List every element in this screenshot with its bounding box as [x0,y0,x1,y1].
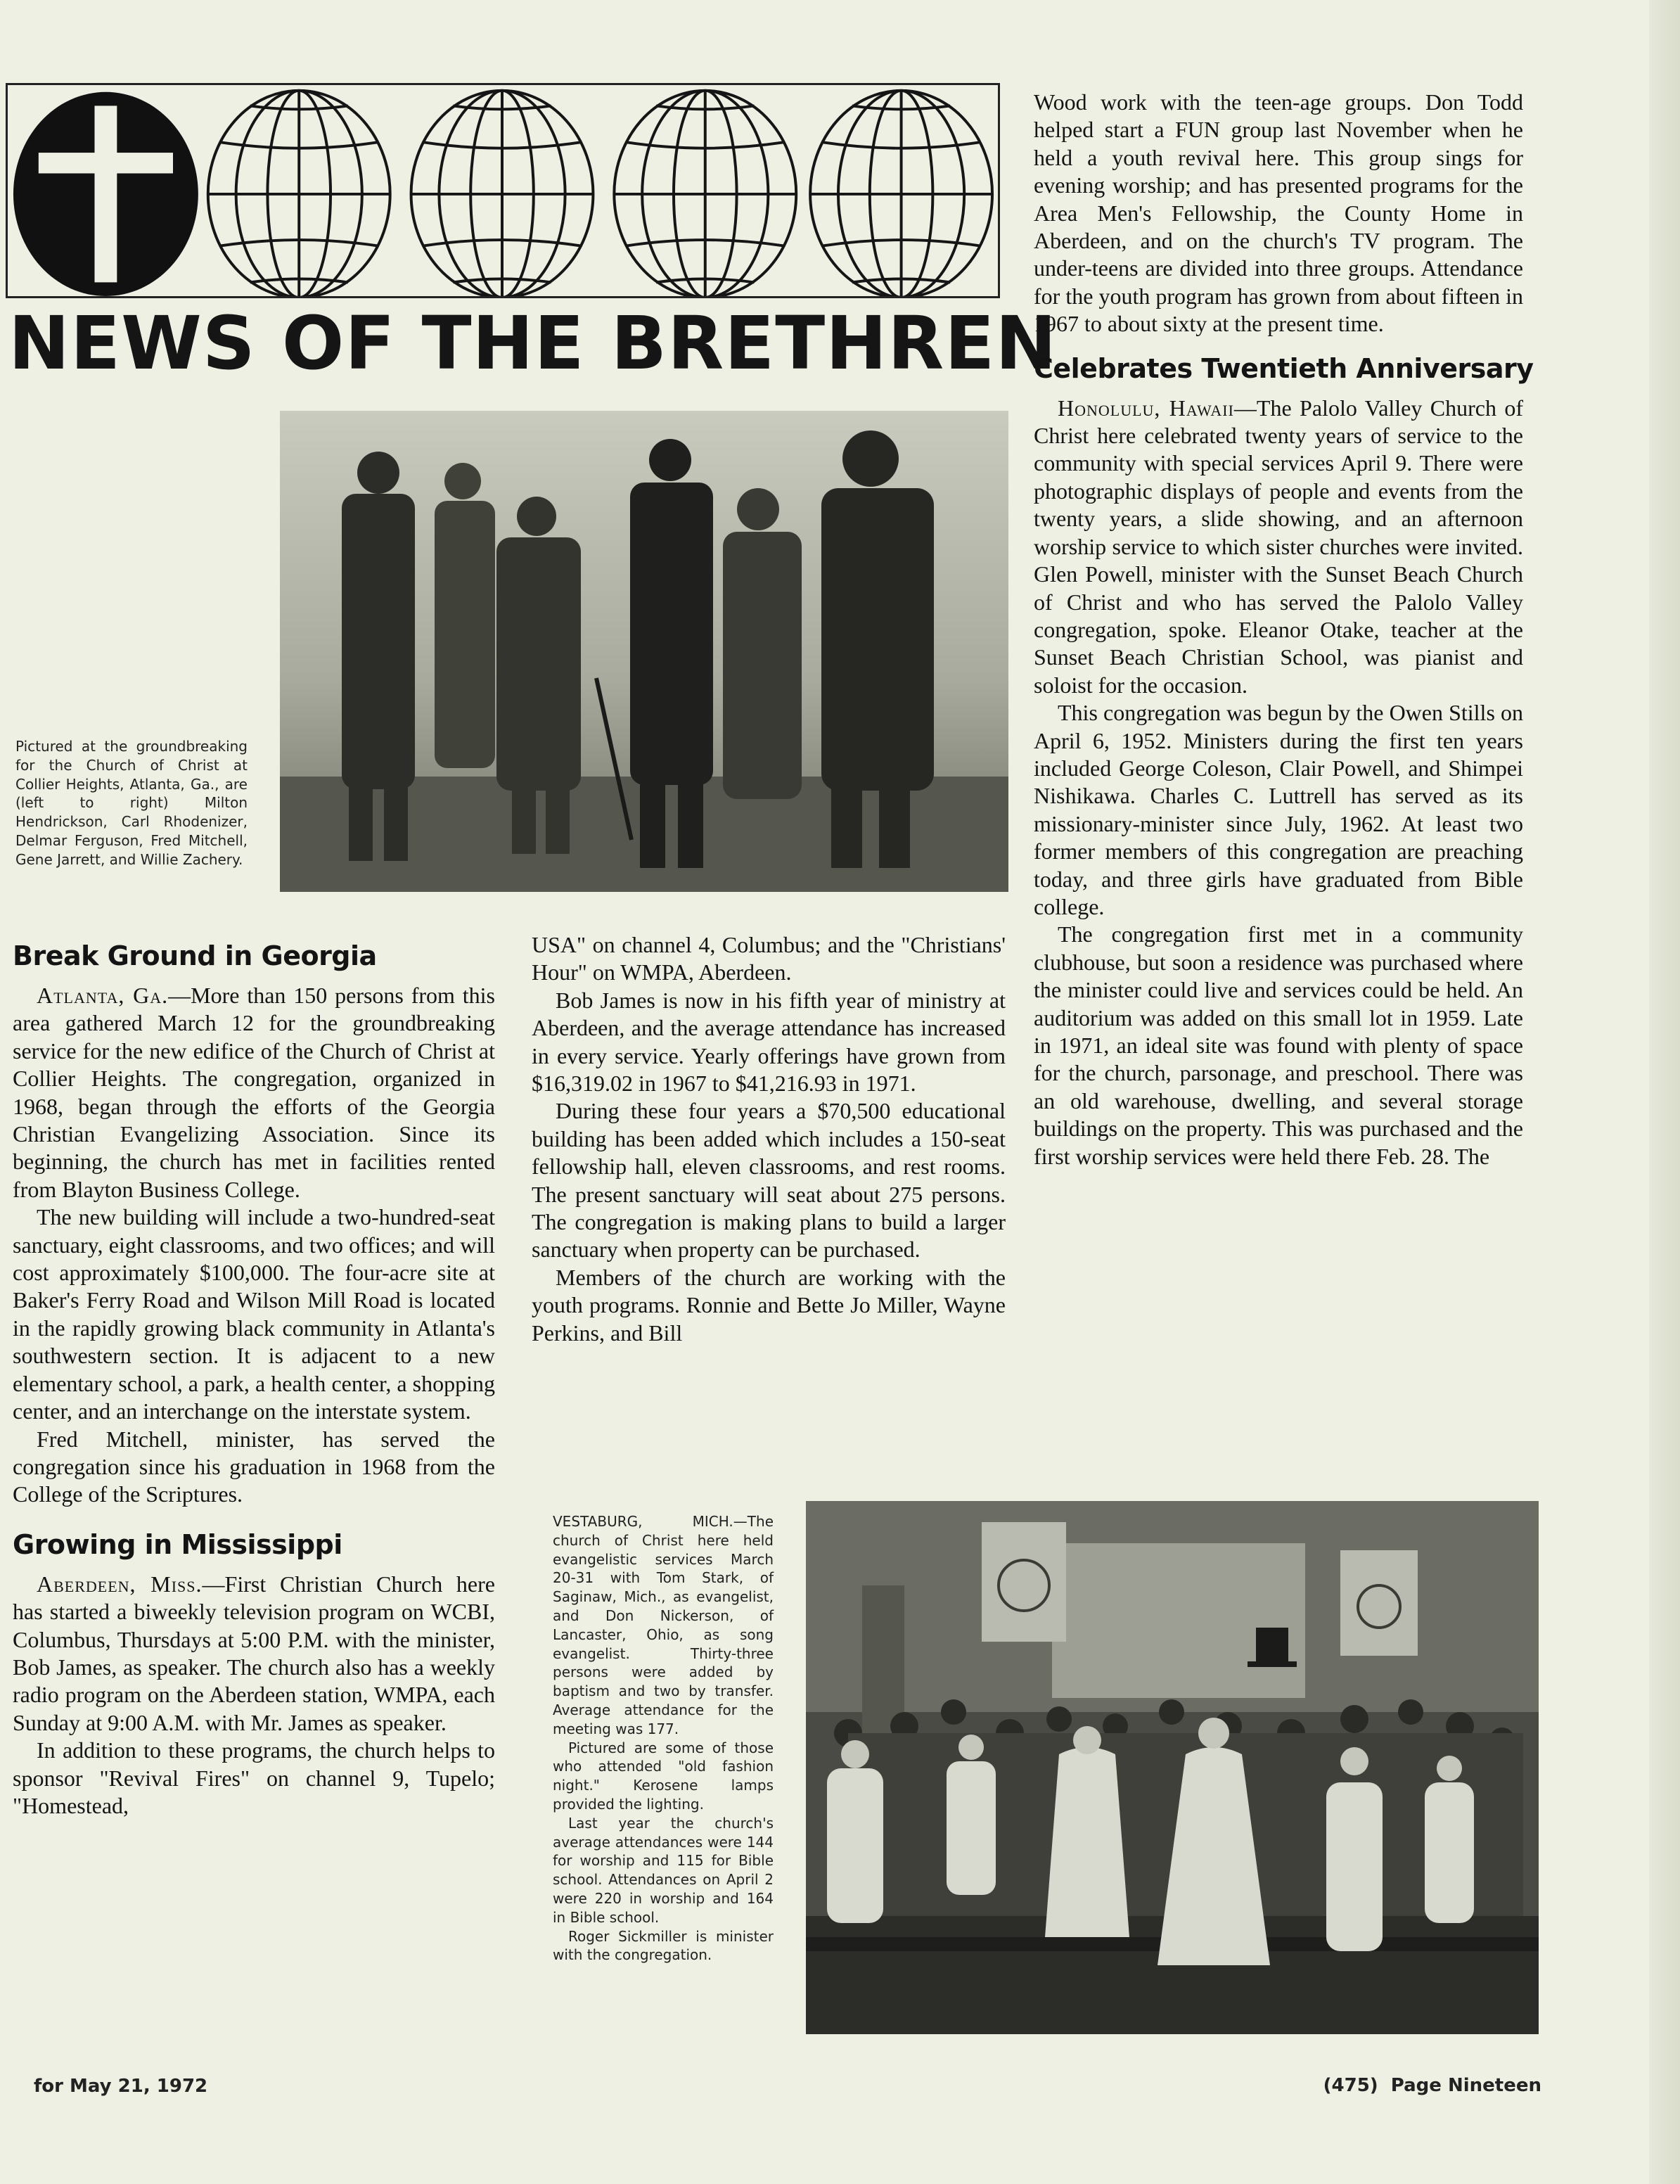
article-mississippi-p4: During these four years a $70,500 educational building has been added which includes a 150-seat fellowship hall, eleven classrooms, and rest rooms. The present sanctuary will seat about 275 persons. The congregation is making plans to build a larger sanctuary when property can be purchased. [532,1098,1006,1263]
article-mississippi-p1: —First Christian Church here has started a biweekly television program on WCBI, Columbus, Thursdays at 5:00 P.M. with the minister, Bob James, as speaker. The church also has a weekly radio program on the Aberdeen station, WMPA, each Sunday at 9:00 A.M. with Mr. James as speaker. [13,1571,495,1735]
vestaburg-caption-p3: Last year the church's average attendances were 144 for worship and 115 for Bible school. Attendances on April 2 were 220 in worship and 164 in Bible school. [553,1814,774,1926]
groundbreaking-photo [280,411,1008,892]
vestaburg-caption-p2: Pictured are some of those who attended "old fashion night." Kerosene lamps provided the lighting. [553,1739,774,1813]
dateline-honolulu: Honolulu, Hawaii [1058,395,1234,421]
column-1 [13,930,495,1820]
vestaburg-photo-caption [553,1512,774,1965]
column-3 [1034,89,1534,1170]
article-anniversary-p2: This congregation was begun by the Owen Stills on April 6, 1952. Ministers during the first ten years included George Coleson, Clair Powell, and Shimpei Nishikawa. Charles C. Luttrell has served as its missionary-minister since July, 1962. At least two former members of this congregation are preaching today, and three girls have graduated from Bible college. [1034,700,1523,919]
page-edge [1649,0,1680,2184]
article-mississippi-p5b: Wood work with the teen-age groups. Don Todd helped start a FUN group last November when he held a youth revival here. This group sings for evening worship; and has presented programs for the Area Men's Fellowship, the County Home in Aberdeen, and on the church's TV program. The under-teens are divided into three groups. Attendance for the youth program has grown from about fifteen in 1967 to about sixty at the present time. [1034,89,1523,337]
footer-date: for May 21, 1972 [34,2076,208,2097]
masthead-banner [6,83,1000,298]
groundbreaking-photo-caption: Pictured at the groundbreaking for the Church of Christ at Collier Heights, Atlanta, Ga., are (left to right) Milton Hendrickson, Carl Rhodenizer, Delmar Ferguson, Fred Mitchell, Gene Jarrett, and Willie Zachery. [15,738,248,868]
footer-page-number: (475) Page Nineteen [1323,2075,1541,2096]
article-georgia-p2: The new building will include a two-hundred-seat sanctuary, eight classrooms, and two offices; and will cost approximately $100,000. The four-acre site at Baker's Ferry Road and Wilson Mill Road is located in the rapidly growing black community in Atlanta's southwestern section. It is adjacent to a new elementary school, a park, a health center, a shopping center, and an interchange on the interstate system. [13,1204,495,1424]
article-heading-mississippi: Growing in Mississippi [13,1528,342,1560]
article-mississippi-p3: Bob James is now in his fifth year of ministry at Aberdeen, and the average attendance has increased in every service. Yearly offerings have grown from $16,319.02 in 1967 to $41,216.93 in 1971. [532,987,1006,1097]
dateline-atlanta: Atlanta, Ga. [37,983,169,1008]
cross-and-globes-icon [8,85,998,296]
vestaburg-caption-p4: Roger Sickmiller is minister with the congregation. [553,1927,774,1964]
masthead-title: NEWS OF THE BRETHREN [8,300,1058,386]
article-georgia-p1: —More than 150 persons from this area gathered March 12 for the groundbreaking service for the new edifice of the Church of Christ at Collier Heights. The congregation, organized in 1968, began through the efforts of the Georgia Christian Evangelizing Association. Since its beginning, the church has met in facilities rented from Blayton Business College. [13,983,495,1202]
article-mississippi-p5a: Members of the church are working with the youth programs. Ronnie and Bette Jo Miller, Wayne Perkins, and Bill [532,1264,1006,1346]
article-anniversary-p3: The congregation first met in a community clubhouse, but soon a residence was purchased where the minister could live and services could be held. An auditorium was added on this small lot in 1959. Late in 1971, an ideal site was found with plenty of space for the church, parsonage, and preschool. There was an old warehouse, dwelling, and several storage buildings on the property. This was purchased and the first worship services were held there Feb. 28. The [1034,921,1523,1169]
article-mississippi-p2b: USA" on channel 4, Columbus; and the "Christians' Hour" on WMPA, Aberdeen. [532,932,1006,985]
article-anniversary-p1: —The Palolo Valley Church of Christ here celebrated twenty years of service to the community with special services April 9. There were photographic displays of people and events from the twenty years, a slide showing, and an afternoon worship service to which sister churches were invited. Glen Powell, minister with the Sunset Beach Church of Christ and who has served the Palolo Valley congregation, spoke. Eleanor Otake, teacher at the Sunset Beach Christian School, was pianist and soloist for the occasion. [1034,395,1524,698]
article-heading-anniversary: Celebrates Twentieth Anniversary [1034,352,1534,384]
article-heading-georgia: Break Ground in Georgia [13,940,377,971]
article-mississippi-p2a: In addition to these programs, the church helps to sponsor "Revival Fires" on channel 9, Tupelo; "Homestead, [13,1737,495,1818]
article-georgia-p3: Fred Mitchell, minister, has served the congregation since his graduation in 1968 from the College of the Scriptures. [13,1426,495,1507]
column-2 [532,931,1006,1347]
vestaburg-congregation-photo [806,1501,1539,2034]
dateline-aberdeen: Aberdeen, Miss. [37,1571,203,1597]
vestaburg-caption-p1: —The church of Christ here held evangelistic services March 20-31 with Tom Stark, of Saginaw, Mich., as evangelist, and Don Nickerson, of Lancaster, Ohio, as song evangelist. Thirty-three persons were added by baptism and two by transfer. Average attendance for the meeting was 177. [553,1513,774,1737]
dateline-vestaburg: VESTABURG, MICH. [553,1513,733,1530]
